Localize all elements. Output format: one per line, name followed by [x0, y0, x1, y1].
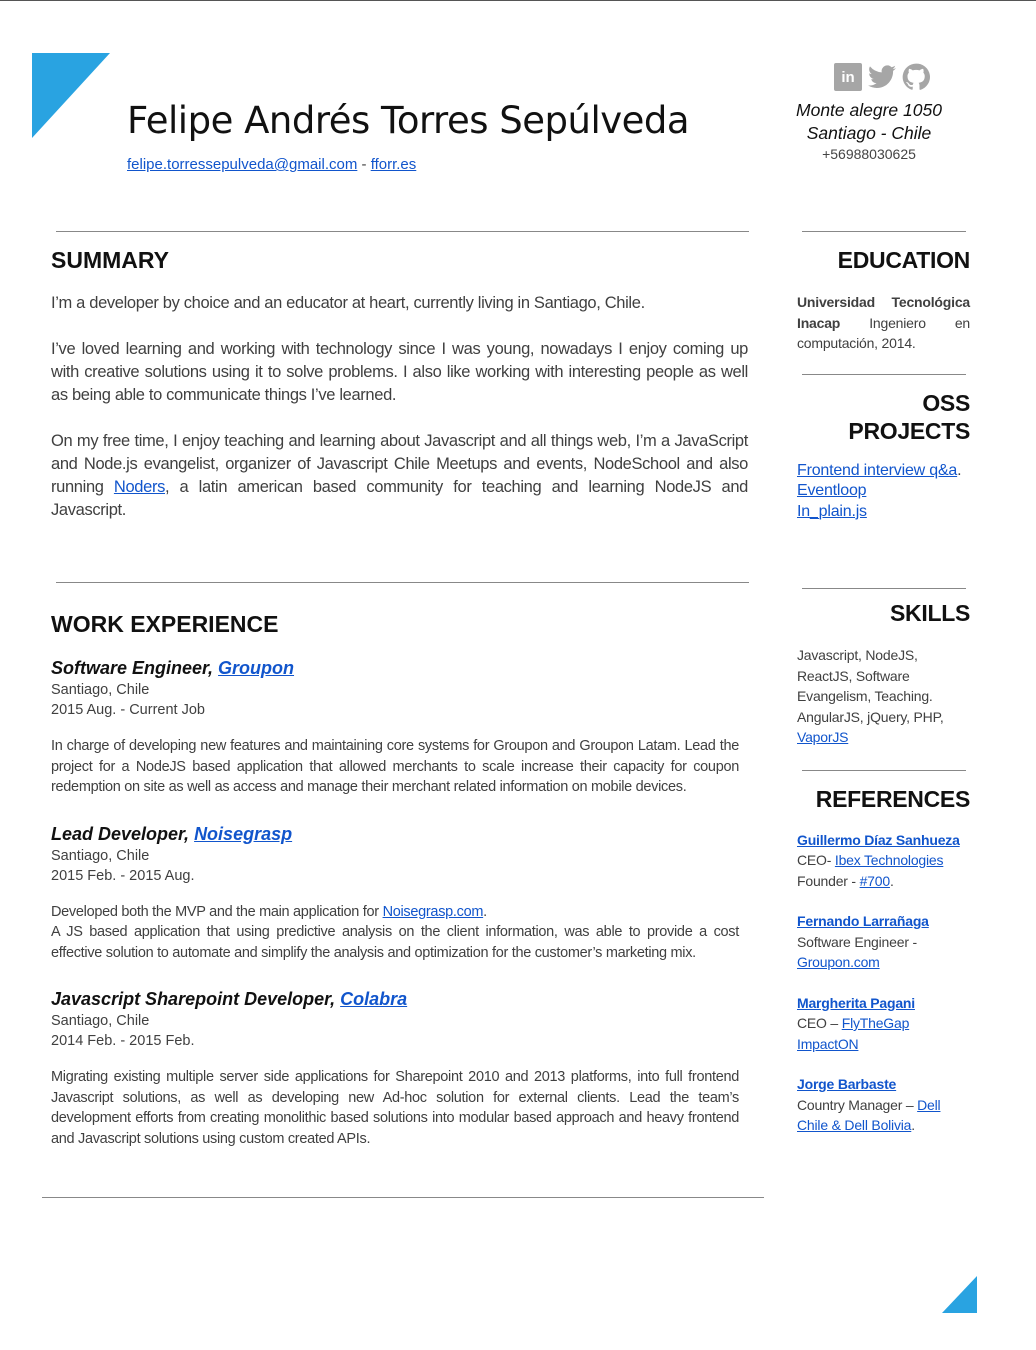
oss-heading: OSS PROJECTS — [848, 389, 970, 444]
job-dates: 2015 Aug. - Current Job — [51, 702, 205, 718]
role: Javascript Sharepoint Developer, — [51, 989, 341, 1009]
reference-link[interactable]: Groupon.com — [797, 954, 880, 970]
company-link[interactable]: Noisegrasp — [194, 823, 293, 844]
job-title — [51, 822, 739, 846]
noisegrasp-link[interactable]: Noisegrasp.com — [382, 903, 484, 920]
address — [780, 99, 958, 163]
noders-link[interactable]: Noders — [113, 478, 165, 496]
education-heading: EDUCATION — [837, 247, 970, 273]
twitter-icon[interactable] — [868, 63, 896, 91]
reference-name[interactable]: Jorge Barbaste — [797, 1076, 897, 1092]
oss-list — [797, 461, 970, 523]
text: On my free time, I enjoy teaching and learning about Javascript and all things web, I’m a JavaScript and Node.js evangelist, organizer of Javascript Chile Meetups and events, NodeSchool and also running — [51, 432, 748, 496]
github-icon[interactable] — [902, 63, 930, 91]
job-entry — [51, 822, 739, 964]
job-location: Santiago, Chile — [51, 1013, 150, 1029]
job-title — [51, 656, 739, 680]
text: Developed both the MVP and the main application for — [51, 903, 383, 920]
vaporjs-link[interactable]: VaporJS — [797, 729, 849, 745]
divider — [42, 1197, 764, 1198]
divider — [802, 770, 966, 771]
text: CEO – — [797, 1015, 842, 1031]
job-description: In charge of developing new features and maintaining core systems for Groupon and Groupon Latam. Lead the project for a NodeJS based application that allowed merchants to scale increase their capacity for coupon redemption on site as well as access and manage their merchant related information on mobile devices. — [51, 738, 739, 795]
job-description — [51, 902, 739, 964]
text: CEO- — [797, 852, 835, 868]
reference-name[interactable]: Margherita Pagani — [797, 994, 915, 1011]
summary-paragraph: I’ve loved learning and working with technology since I was young, nowadays I enjoy coming up with creative solutions using it to solve problems. I also like working with interesting people as well as being able to communicate things I’ve learned. — [51, 340, 748, 404]
text: Country Manager – — [797, 1096, 918, 1113]
summary-heading: SUMMARY — [51, 247, 169, 273]
role: Software Engineer, — [51, 658, 219, 678]
oss-link-eventloop[interactable]: Eventloop — [797, 482, 867, 499]
job-entry — [51, 656, 739, 798]
address-line-2: Santiago - Chile — [806, 123, 932, 143]
text: . — [483, 903, 487, 920]
divider — [56, 582, 749, 583]
divider — [802, 231, 966, 232]
job-title — [51, 987, 739, 1011]
reference-link[interactable]: Ibex Technologies — [834, 852, 944, 868]
separator: - — [361, 156, 367, 173]
reference-name[interactable]: Guillermo Díaz Sanhueza — [797, 831, 960, 848]
company-link[interactable]: Groupon — [218, 658, 295, 678]
job-dates: 2014 Feb. - 2015 Feb. — [51, 1033, 195, 1049]
summary-paragraph — [51, 430, 748, 522]
summary-section — [51, 292, 748, 522]
sidebar-column — [797, 231, 970, 1136]
job-dates: 2015 Feb. - 2015 Aug. — [51, 867, 195, 884]
company-link[interactable]: Colabra — [340, 989, 408, 1009]
text: . — [889, 872, 894, 889]
references-list — [797, 830, 970, 1136]
phone-number: +56988030625 — [822, 146, 916, 162]
website-link[interactable]: fforr.es — [370, 156, 417, 173]
social-icons — [834, 63, 930, 91]
linkedin-icon[interactable]: in — [834, 63, 862, 91]
job-entry — [51, 987, 739, 1149]
text: . — [911, 1117, 915, 1133]
reference-link[interactable]: Dell Chile & Dell Bolivia — [797, 1096, 941, 1133]
text: . — [957, 461, 962, 479]
reference-entry — [797, 830, 970, 892]
references-heading: REFERENCES — [815, 785, 970, 812]
reference-link[interactable]: ImpactON — [797, 1035, 859, 1052]
skills-text — [797, 645, 970, 748]
email-link[interactable]: felipe.torressepulveda@gmail.com — [127, 156, 358, 173]
oss-link-in-plain[interactable]: In_plain.js — [797, 502, 867, 520]
text: , a latin american based community for teaching and learning NodeJS and Javascript. — [51, 478, 749, 519]
main-column — [51, 231, 748, 1198]
role: Lead Developer, — [51, 823, 195, 844]
text: Javascript, NodeJS, ReactJS, Software Evangelism, Teaching. AngularJS, jQuery, PHP, — [797, 647, 944, 725]
text: A JS based application that using predictive analysis on the client information, was able to provide a cost effective solution to automate and simplify the analysis and optimization for the customer’s marketing mix. — [51, 924, 739, 961]
education-entry — [797, 292, 970, 354]
oss-link-frontend-interview[interactable]: Frontend interview q&a — [797, 461, 958, 479]
job-description: Migrating existing multiple server side applications for Sharepoint 2010 and 2013 platforms, into full frontend Javascript solutions, as well as developing new Ad-hoc solution for external clients. Lead the team’s development efforts from creating monolithic based solutions into modular based approach and heavy frontend and Javascript solutions using custom created APIs. — [51, 1069, 739, 1147]
divider — [802, 588, 966, 589]
job-location: Santiago, Chile — [51, 682, 150, 698]
reference-entry — [797, 911, 970, 973]
text: Software Engineer - — [797, 933, 917, 950]
summary-paragraph: I’m a developer by choice and an educator at heart, currently living in Santiago, Chile. — [51, 294, 645, 312]
candidate-name: Felipe Andrés Torres Sepúlveda — [127, 99, 690, 142]
skills-heading: SKILLS — [890, 600, 970, 626]
divider — [56, 231, 749, 232]
reference-link[interactable]: FlyTheGap — [841, 1015, 910, 1031]
contact-links — [127, 156, 416, 173]
job-location: Santiago, Chile — [51, 847, 150, 864]
address-line-1: Monte alegre 1050 — [796, 100, 942, 120]
reference-name[interactable]: Fernando Larrañaga — [797, 913, 929, 929]
reference-entry — [797, 1074, 962, 1136]
reference-link[interactable]: #700 — [859, 872, 890, 889]
degree: Ingeniero en computación, 2014. — [797, 314, 970, 351]
school-name: Universidad Tecnológica Inacap — [797, 294, 970, 331]
corner-decoration-top — [32, 53, 110, 138]
corner-decoration-bottom — [942, 1276, 977, 1313]
work-heading: WORK EXPERIENCE — [51, 611, 279, 637]
divider — [802, 374, 966, 375]
text: Founder - — [797, 872, 860, 889]
reference-entry — [797, 993, 970, 1055]
